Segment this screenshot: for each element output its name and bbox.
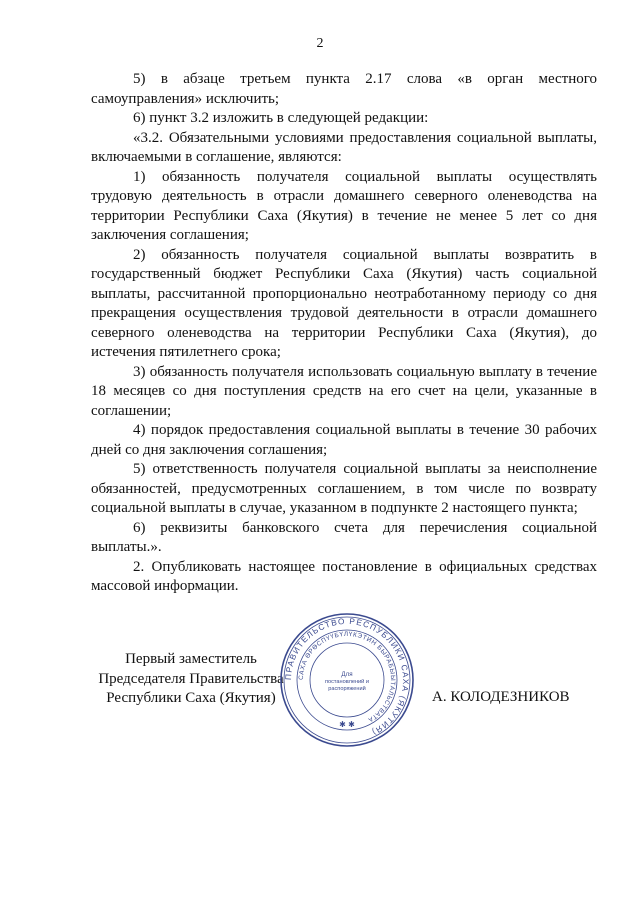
paragraph-condition-1: 1) обязанность получателя социальной выплаты осуществлять трудовую деятельность в отрасли домашнего северного оленеводства на территории Республики Саха (Якутия) в течение не менее 5 лет со дня заключения соглашения;: [91, 168, 597, 243]
paragraph-condition-2: 2) обязанность получателя социальной выплаты возвратить в государственный бюджет Республики Саха (Якутия) часть социальной выплаты, рассчитанной пропорционально неотработанному периоду со дня прекращения осуществления трудовой деятельности в отрасли домашнего северного оленеводства на территории Республики Саха (Якутия), до истечения пятилетнего срока;: [91, 246, 597, 360]
official-seal-icon: [277, 610, 417, 750]
paragraph-condition-5: 5) ответственность получателя социальной выплаты за неисполнение обязанностей, предусмотренных соглашением, в том числе по возврату социальной выплаты в случае, указанном в подпункте 2 настоящего пункта;: [91, 461, 597, 516]
page-number: 2: [316, 36, 324, 51]
seal-center-line: Для: [341, 671, 353, 678]
signatory-title-line: Республики Саха (Якутия): [106, 690, 276, 706]
signatory-name: А. КОЛОДЕЗНИКОВ: [432, 689, 570, 705]
seal-center-line: распоряжений: [328, 686, 366, 692]
seal-inner-text: САХА ӨРӨСПҮҮБҮЛҮКЭТИН БЫРАБЫЫТАЛЬСТВАТА: [297, 630, 397, 724]
seal-center-line: постановлений и: [325, 679, 369, 685]
paragraph-clause-3-2: «3.2. Обязательными условиями предоставления социальной выплаты, включаемыми в соглашение, являются:: [91, 129, 597, 165]
paragraph-condition-3: 3) обязанность получателя использовать социальную выплату в течение 18 месяцев со дня поступления средств на его счет на цели, указанные в соглашении;: [91, 363, 597, 419]
paragraph-item-6: 6) пункт 3.2 изложить в следующей редакции:: [133, 110, 429, 126]
paragraph-condition-6: 6) реквизиты банковского счета для перечисления социальной выплаты.».: [91, 519, 597, 555]
signatory-title-line: Первый заместитель: [125, 651, 257, 667]
signatory-title-line: Председателя Правительства: [98, 670, 284, 687]
paragraph-item-5: 5) в абзаце третьем пункта 2.17 слова «в орган местного самоуправления» исключить;: [91, 71, 597, 107]
paragraph-publish: 2. Опубликовать настоящее постановление в официальных средствах массовой информации.: [91, 558, 597, 594]
svg-text:✱ ✱: ✱ ✱: [339, 720, 355, 729]
seal-outer-text: ПРАВИТЕЛЬСТВО РЕСПУБЛИКИ САХА (ЯКУТИЯ): [283, 616, 411, 738]
paragraph-condition-4: 4) порядок предоставления социальной выплаты в течение 30 рабочих дней со дня заключения соглашения;: [91, 422, 597, 458]
signatory-title: [91, 650, 291, 709]
document-body: [91, 70, 597, 597]
